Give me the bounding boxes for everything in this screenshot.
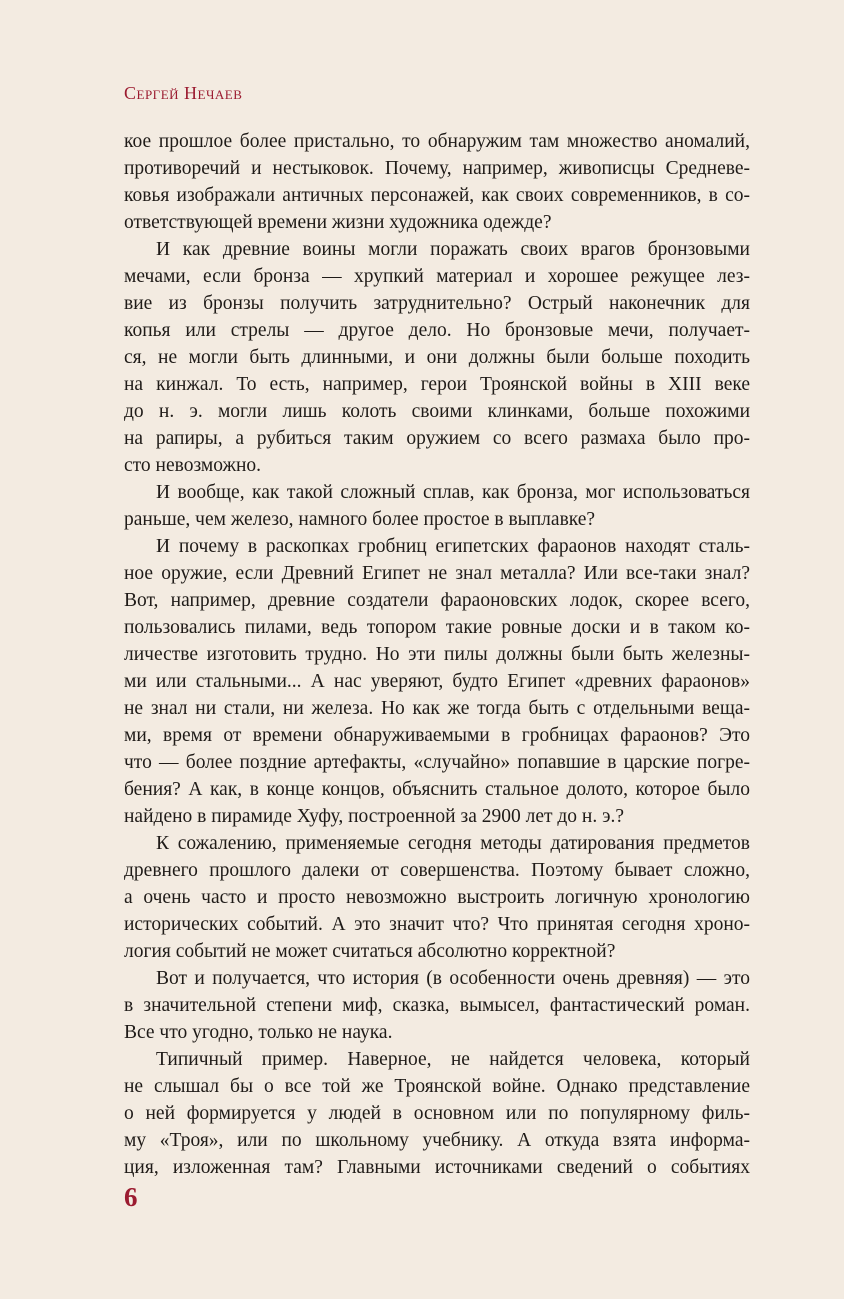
- text-line: ция, изложенная там? Главными источниками сведений о событиях: [124, 1157, 750, 1178]
- text-line: ное оружие, если Древний Египет не знал металла? Или все-таки знал?: [124, 563, 750, 584]
- text-line: до н. э. могли лишь колоть своими клинками, больше похожими: [124, 401, 750, 422]
- text-line: на рапиры, а рубиться таким оружием со всего размаха было про-: [124, 428, 750, 449]
- text-line: что — более поздние артефакты, «случайно» попавшие в царские погре-: [124, 752, 750, 773]
- text-line: К сожалению, применяемые сегодня методы датирования предметов: [156, 833, 750, 854]
- text-line: ковья изображали античных персонажей, как своих современников, в со-: [124, 185, 750, 206]
- text-line: ответствующей времени жизни художника одежде?: [124, 212, 552, 233]
- text-line: раньше, чем железо, намного более простое в выплавке?: [124, 509, 596, 530]
- text-line: кое прошлое более пристально, то обнаружим там множество аномалий,: [124, 131, 750, 152]
- text-line: сто невозможно.: [124, 455, 262, 476]
- text-line: не слышал бы о все той же Троянской войне. Однако представление: [124, 1076, 750, 1097]
- text-line: мечами, если бронза — хрупкий материал и хорошее режущее лез-: [124, 266, 750, 287]
- text-line: древнего прошлого далеки от совершенства. Поэтому бывает сложно,: [124, 860, 750, 881]
- text-line: ся, не могли быть длинными, и они должны были больше походить: [124, 347, 750, 368]
- text-line: о ней формируется у людей в основном или по популярному филь-: [124, 1103, 750, 1124]
- text-line: Вот и получается, что история (в особенности очень древняя) — это: [156, 968, 750, 989]
- body-text: [124, 128, 750, 1181]
- text-line: бения? А как, в конце концов, объяснить стальное долото, которое было: [124, 779, 750, 800]
- text-line: личестве изготовить трудно. Но эти пилы должны были быть железны-: [124, 644, 750, 665]
- text-line: Вот, например, древние создатели фараоновских лодок, скорее всего,: [124, 590, 750, 611]
- text-line: а очень часто и просто невозможно выстроить логичную хронологию: [124, 887, 750, 908]
- text-line: И вообще, как такой сложный сплав, как бронза, мог использоваться: [156, 482, 750, 503]
- text-line: пользовались пилами, ведь топором такие ровные доски и в таком ко-: [124, 617, 750, 638]
- text-line: И почему в раскопках гробниц египетских фараонов находят сталь-: [156, 536, 750, 557]
- text-line: логия событий не может считаться абсолютно корректной?: [124, 941, 616, 962]
- text-line: копья или стрелы — другое дело. Но бронзовые мечи, получает-: [124, 320, 750, 341]
- text-line: исторических событий. А это значит что? Что принятая сегодня хроно-: [124, 914, 750, 935]
- text-line: найдено в пирамиде Хуфу, построенной за 2900 лет до н. э.?: [124, 806, 625, 827]
- text-line: ми или стальными... А нас уверяют, будто Египет «древних фараонов»: [124, 671, 750, 692]
- text-line: Все что угодно, только не наука.: [124, 1022, 393, 1043]
- text-line: не знал ни стали, ни железа. Но как же тогда быть с отдельными веща-: [124, 698, 750, 719]
- text-line: му «Троя», или по школьному учебнику. А откуда взята информа-: [124, 1130, 750, 1151]
- text-line: Типичный пример. Наверное, не найдется человека, который: [156, 1049, 750, 1070]
- text-line: вие из бронзы получить затруднительно? Острый наконечник для: [124, 293, 750, 314]
- text-line: в значительной степени миф, сказка, вымысел, фантастический роман.: [124, 995, 750, 1016]
- text-line: И как древние воины могли поражать своих врагов бронзовыми: [156, 239, 750, 260]
- text-line: противоречий и нестыковок. Почему, например, живописцы Средневе-: [124, 158, 750, 179]
- text-line: на кинжал. То есть, например, герои Троянской войны в XIII веке: [124, 374, 750, 395]
- text-line: ми, время от времени обнаруживаемыми в гробницах фараонов? Это: [124, 725, 750, 746]
- page-number: 6: [124, 1182, 138, 1212]
- running-head: Сергей Нечаев: [124, 83, 243, 103]
